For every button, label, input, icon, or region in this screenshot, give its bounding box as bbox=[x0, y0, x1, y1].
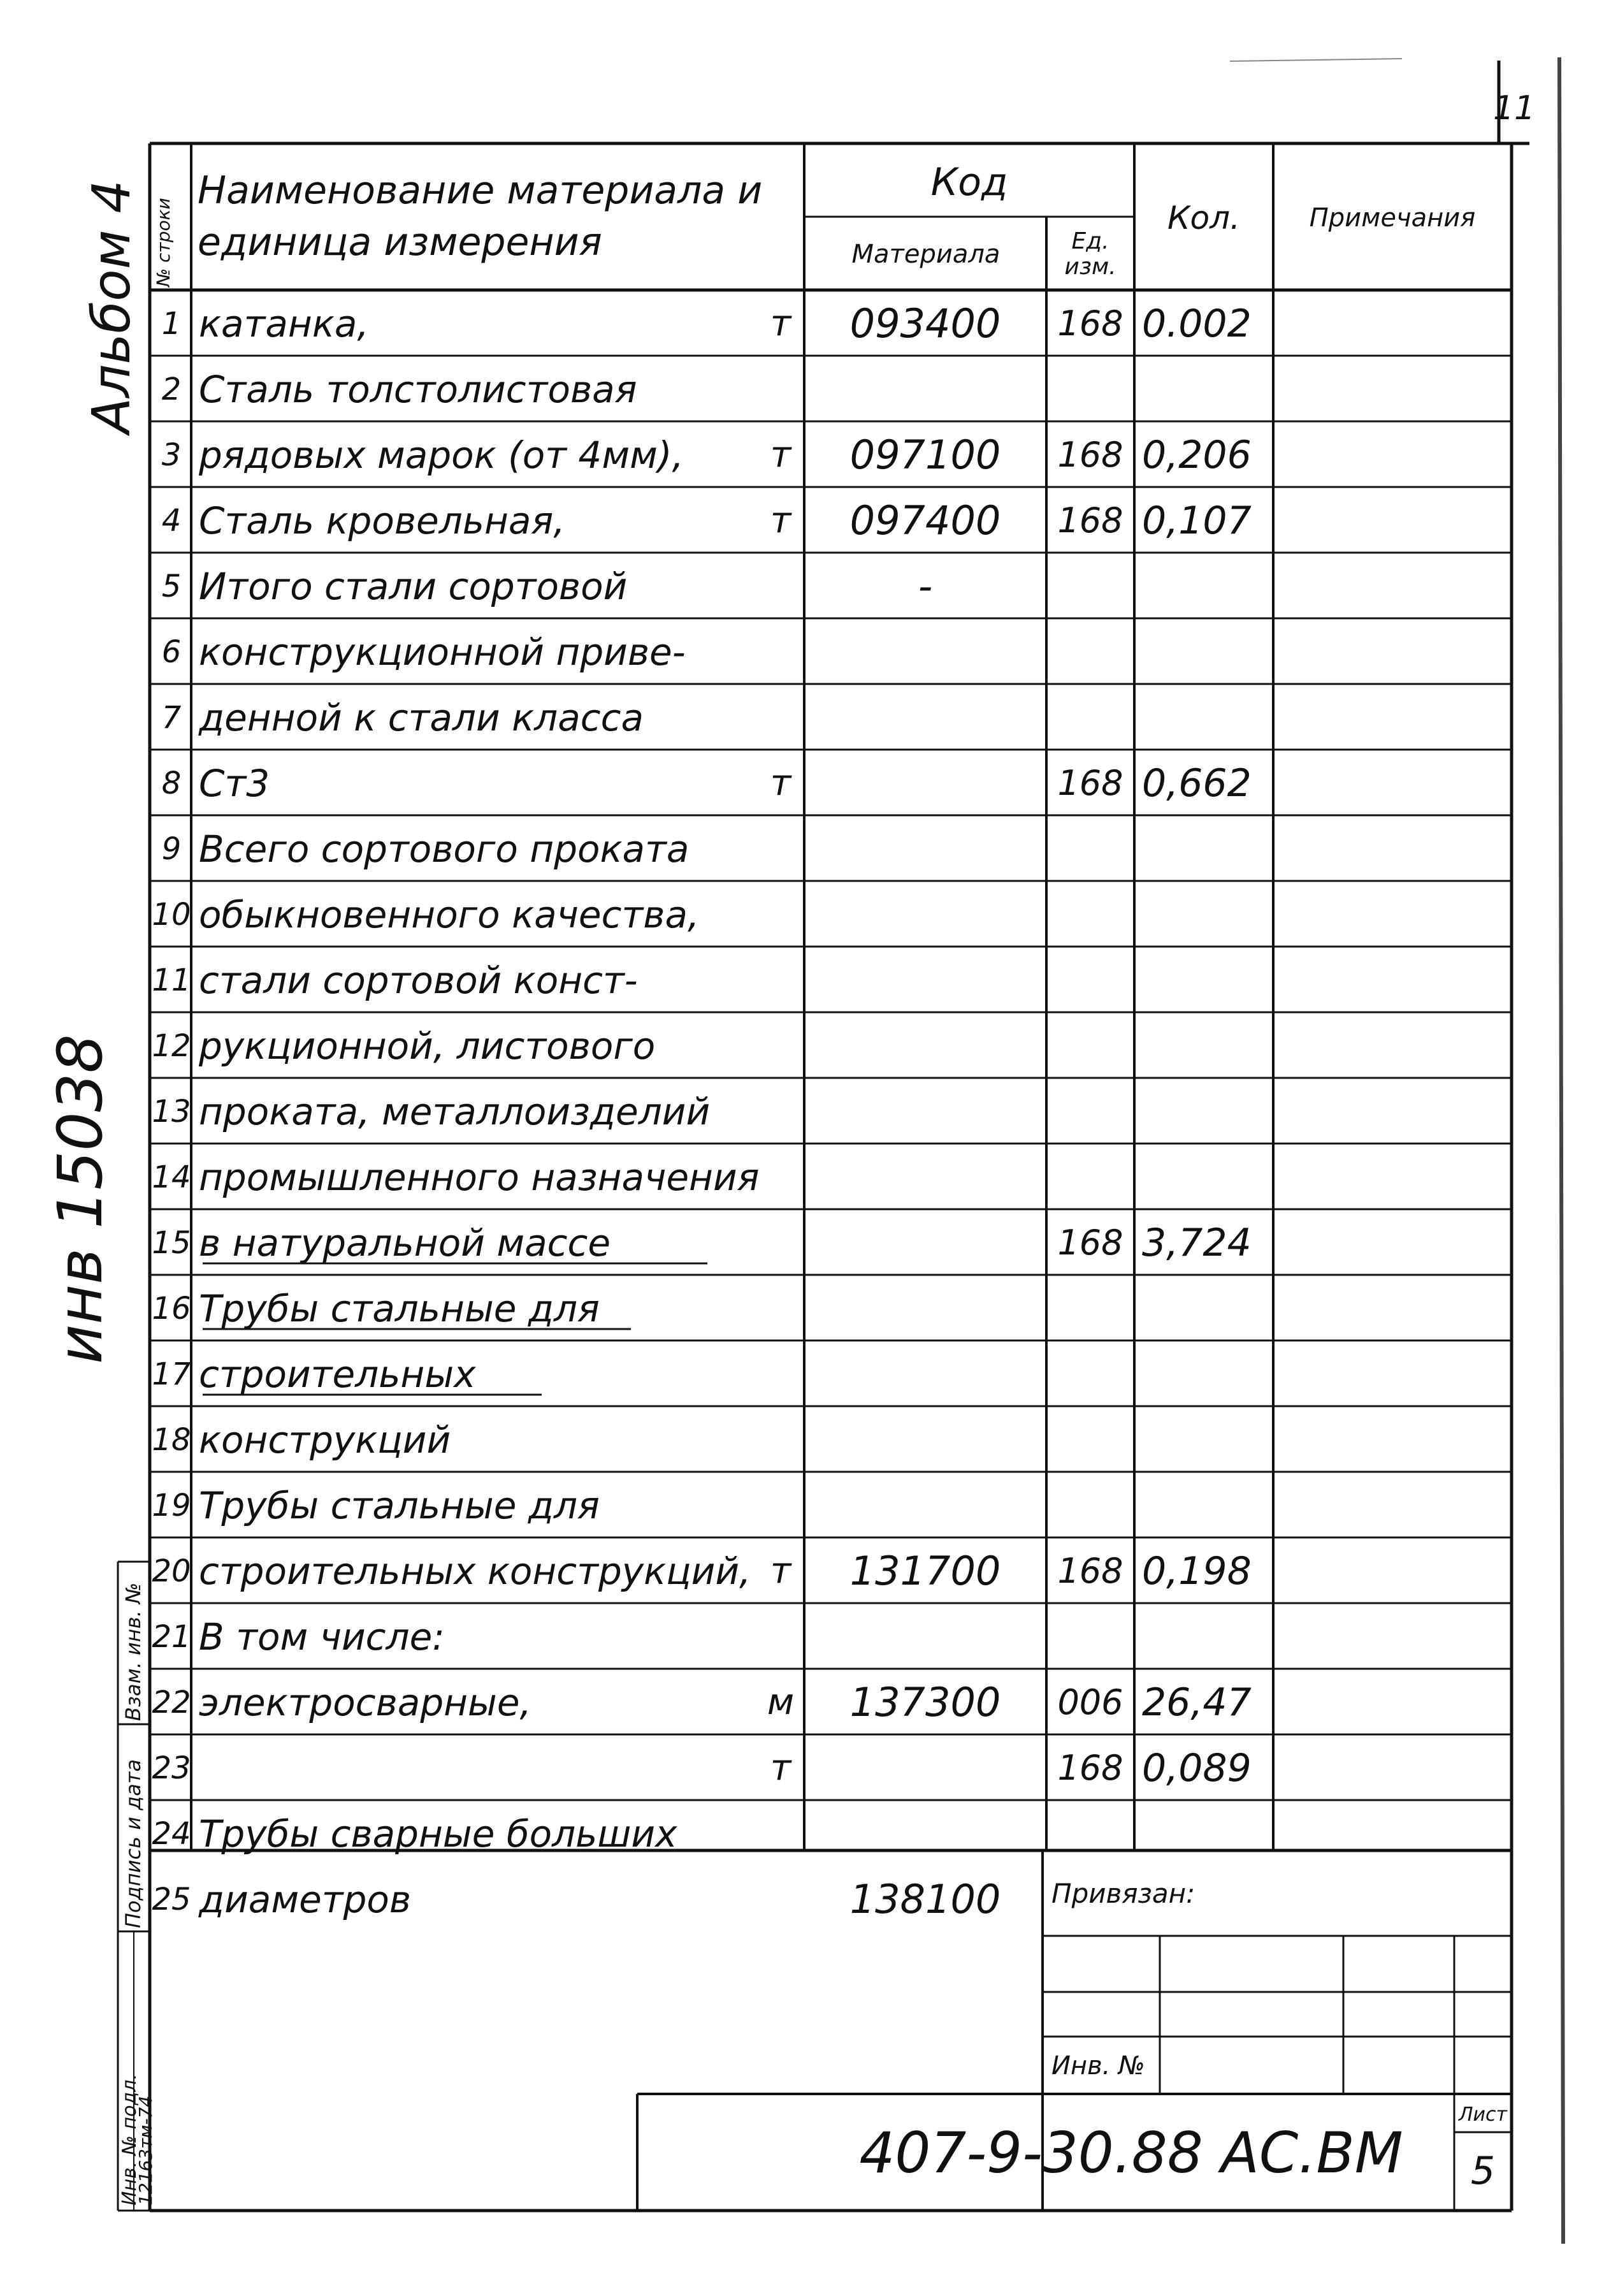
row-material-code: 093400 bbox=[849, 300, 1001, 347]
row-unit-code bbox=[1048, 1474, 1133, 1536]
row-quantity: 0,198 bbox=[1142, 1548, 1252, 1594]
header-material: Материала bbox=[851, 240, 1000, 269]
row-quantity bbox=[1137, 687, 1272, 748]
row-number: 23 bbox=[152, 1750, 191, 1786]
row-unit-letter bbox=[760, 949, 802, 1011]
row-material-code: 137300 bbox=[849, 1679, 1001, 1726]
inventory-label: инв 15038 bbox=[45, 1034, 116, 1364]
row-unit-letter: т bbox=[770, 1550, 791, 1592]
row-name: Ст3 bbox=[199, 761, 270, 805]
row-name: рядовых марок (от 4мм), bbox=[199, 433, 684, 477]
row-number: 2 bbox=[161, 371, 182, 407]
row-quantity bbox=[1137, 1277, 1272, 1339]
row-material-code bbox=[805, 1737, 1045, 1799]
row-quantity bbox=[1137, 621, 1272, 683]
row-quantity: 0.002 bbox=[1142, 301, 1252, 346]
row-name: катанка, bbox=[199, 302, 369, 345]
row-quantity: 0,662 bbox=[1142, 760, 1252, 806]
row-name: В том числе: bbox=[199, 1615, 445, 1659]
row-unit-code: 168 bbox=[1057, 435, 1123, 475]
row-name: проката, металлоизделий bbox=[199, 1089, 711, 1133]
row-number: 22 bbox=[152, 1684, 191, 1720]
row-unit-code: 168 bbox=[1057, 1551, 1123, 1591]
row-number: 10 bbox=[152, 896, 191, 933]
row-number: 19 bbox=[152, 1487, 191, 1523]
row-name: обыкновенного качества, bbox=[199, 892, 700, 936]
row-number: 17 bbox=[152, 1356, 191, 1392]
row-number: 13 bbox=[152, 1093, 191, 1130]
row-unit-code: 168 bbox=[1057, 1223, 1123, 1263]
row-material-code: 131700 bbox=[849, 1548, 1001, 1594]
stamp-label-replaced-inv: Взам. инв. № bbox=[121, 1582, 145, 1721]
row-name: промышленного назначения bbox=[199, 1155, 760, 1199]
row-unit-letter bbox=[760, 1868, 802, 1930]
row-unit-letter bbox=[760, 1277, 802, 1339]
attached-label: Привязан: bbox=[1051, 1877, 1195, 1909]
row-unit-letter bbox=[760, 1474, 802, 1536]
row-material-code: 138100 bbox=[849, 1876, 1001, 1922]
row-unit-code bbox=[1048, 1080, 1133, 1142]
row-material-code bbox=[805, 1409, 1045, 1471]
row-number: 8 bbox=[161, 765, 182, 801]
row-quantity bbox=[1137, 555, 1272, 617]
row-number: 11 bbox=[152, 962, 191, 998]
stamp-label-original-inv: Инв. № подл. bbox=[119, 2074, 141, 2205]
row-quantity: 0,107 bbox=[1142, 498, 1252, 543]
row-unit-letter bbox=[760, 687, 802, 748]
row-name: Сталь кровельная, bbox=[199, 498, 565, 542]
row-number: 24 bbox=[152, 1815, 191, 1852]
row-material-code bbox=[805, 687, 1045, 748]
row-number: 6 bbox=[161, 634, 182, 670]
row-quantity: 0,089 bbox=[1142, 1745, 1252, 1791]
row-unit-code bbox=[1048, 1606, 1133, 1668]
row-quantity bbox=[1137, 818, 1272, 880]
row-name: Всего сортового проката bbox=[199, 827, 690, 871]
header-name: Наименование материала и единица измерения bbox=[198, 168, 763, 265]
row-material-code bbox=[805, 818, 1045, 880]
document-code: 407-9-30.88 АС.ВМ bbox=[859, 2120, 1403, 2186]
row-quantity bbox=[1137, 949, 1272, 1011]
row-unit-letter bbox=[760, 621, 802, 683]
row-unit-code: 168 bbox=[1057, 763, 1123, 803]
row-quantity bbox=[1137, 1146, 1272, 1208]
row-unit-letter bbox=[760, 1146, 802, 1208]
row-name: Итого стали сортовой bbox=[199, 564, 628, 608]
row-number: 16 bbox=[152, 1290, 191, 1326]
row-unit-code: 168 bbox=[1057, 1748, 1123, 1788]
header-code: Код bbox=[930, 160, 1008, 205]
row-unit-letter bbox=[760, 1343, 802, 1405]
row-name: стали сортовой конст- bbox=[199, 958, 638, 1002]
row-quantity bbox=[1137, 883, 1272, 945]
row-name: строительных bbox=[199, 1352, 476, 1396]
sheet-top-number: 11 bbox=[1492, 89, 1536, 127]
row-number: 5 bbox=[161, 568, 182, 604]
row-unit-letter bbox=[760, 358, 802, 420]
row-material-code bbox=[805, 1080, 1045, 1142]
row-unit-letter: т bbox=[770, 500, 791, 541]
row-name: Сталь толстолистовая bbox=[199, 367, 637, 411]
row-name: в натуральной массе bbox=[199, 1221, 611, 1265]
header-unit: Ед. изм. bbox=[1064, 228, 1116, 280]
row-material-code bbox=[805, 358, 1045, 420]
row-material-code: 097100 bbox=[849, 432, 1001, 478]
album-label: Альбом 4 bbox=[82, 180, 142, 433]
row-unit-code bbox=[1048, 687, 1133, 748]
row-unit-letter bbox=[760, 1409, 802, 1471]
row-unit-letter bbox=[760, 1212, 802, 1274]
row-material-code bbox=[805, 1015, 1045, 1077]
row-material-code: 097400 bbox=[849, 497, 1001, 544]
row-unit-code bbox=[1048, 621, 1133, 683]
row-unit-letter bbox=[760, 1015, 802, 1077]
header-row-number: № строки bbox=[153, 198, 174, 287]
row-material-code bbox=[805, 949, 1045, 1011]
inv-number-label: Инв. № bbox=[1051, 2051, 1145, 2081]
row-number: 20 bbox=[152, 1553, 191, 1589]
row-name: конструкций bbox=[199, 1418, 451, 1462]
row-material-code: - bbox=[918, 563, 933, 609]
row-unit-letter: т bbox=[770, 303, 791, 344]
row-name bbox=[199, 1737, 760, 1799]
row-unit-letter bbox=[760, 555, 802, 617]
row-name: диаметров bbox=[199, 1877, 412, 1921]
row-unit-letter: м bbox=[767, 1682, 795, 1723]
row-quantity bbox=[1137, 1343, 1272, 1405]
row-quantity: 3,724 bbox=[1142, 1220, 1252, 1265]
row-material-code bbox=[805, 1343, 1045, 1405]
row-unit-code bbox=[1048, 883, 1133, 945]
row-unit-letter: т bbox=[770, 434, 791, 476]
row-material-code bbox=[805, 1474, 1045, 1536]
row-name: электросварные, bbox=[199, 1680, 531, 1724]
row-material-code bbox=[805, 1803, 1045, 1864]
row-material-code bbox=[805, 1146, 1045, 1208]
row-unit-code: 168 bbox=[1057, 500, 1123, 541]
row-unit-code: 168 bbox=[1057, 303, 1123, 344]
row-number: 21 bbox=[152, 1618, 191, 1655]
row-name: денной к стали класса bbox=[199, 695, 644, 739]
row-unit-letter bbox=[760, 818, 802, 880]
row-number: 18 bbox=[152, 1421, 191, 1458]
row-material-code bbox=[805, 752, 1045, 814]
row-material-code bbox=[805, 1212, 1045, 1274]
header-qty: Кол. bbox=[1167, 200, 1240, 236]
row-unit-code bbox=[1048, 949, 1133, 1011]
row-quantity: 26,47 bbox=[1142, 1680, 1252, 1725]
row-material-code bbox=[805, 883, 1045, 945]
sheet-number: 5 bbox=[1470, 2149, 1496, 2193]
row-material-code bbox=[805, 1606, 1045, 1668]
row-quantity bbox=[1137, 1474, 1272, 1536]
row-unit-letter bbox=[760, 1080, 802, 1142]
row-unit-code bbox=[1048, 1146, 1133, 1208]
row-unit-code bbox=[1048, 555, 1133, 617]
row-quantity bbox=[1137, 1080, 1272, 1142]
row-unit-code bbox=[1048, 1343, 1133, 1405]
row-unit-code bbox=[1048, 358, 1133, 420]
row-quantity bbox=[1137, 1606, 1272, 1668]
row-number: 9 bbox=[161, 831, 182, 867]
row-number: 25 bbox=[152, 1881, 191, 1917]
row-number: 4 bbox=[161, 502, 182, 539]
row-unit-letter: т bbox=[770, 762, 791, 804]
row-name: строительных конструкций, bbox=[199, 1549, 751, 1593]
row-unit-letter bbox=[760, 1606, 802, 1668]
row-unit-letter bbox=[760, 1803, 802, 1864]
row-material-code bbox=[805, 1277, 1045, 1339]
row-number: 15 bbox=[152, 1224, 191, 1261]
row-name: Трубы стальные для bbox=[199, 1483, 600, 1527]
row-name: Трубы сварные больших bbox=[199, 1812, 677, 1856]
stamp-inv-value: 12163тм-74 bbox=[135, 2095, 156, 2205]
row-name: рукционной, листового bbox=[199, 1024, 656, 1068]
row-number: 12 bbox=[152, 1028, 191, 1064]
row-unit-code bbox=[1048, 818, 1133, 880]
row-number: 1 bbox=[161, 305, 182, 342]
row-name: Трубы стальные для bbox=[199, 1286, 600, 1330]
row-quantity bbox=[1137, 358, 1272, 420]
row-unit-letter: т bbox=[770, 1747, 791, 1789]
row-unit-code bbox=[1048, 1409, 1133, 1471]
row-number: 14 bbox=[152, 1159, 191, 1195]
row-quantity bbox=[1137, 1015, 1272, 1077]
row-unit-code bbox=[1048, 1277, 1133, 1339]
row-material-code bbox=[805, 621, 1045, 683]
row-number: 7 bbox=[161, 699, 182, 736]
sheet-label: Лист bbox=[1458, 2103, 1508, 2126]
stamp-label-signature-date: Подпись и дата bbox=[121, 1759, 145, 1928]
row-unit-code: 006 bbox=[1057, 1682, 1123, 1722]
header-notes: Примечания bbox=[1309, 203, 1476, 233]
row-quantity bbox=[1137, 1409, 1272, 1471]
row-number: 3 bbox=[161, 437, 182, 473]
row-quantity: 0,206 bbox=[1142, 432, 1252, 477]
row-unit-code bbox=[1048, 1015, 1133, 1077]
row-unit-letter bbox=[760, 883, 802, 945]
row-name: конструкционной приве- bbox=[199, 630, 686, 674]
